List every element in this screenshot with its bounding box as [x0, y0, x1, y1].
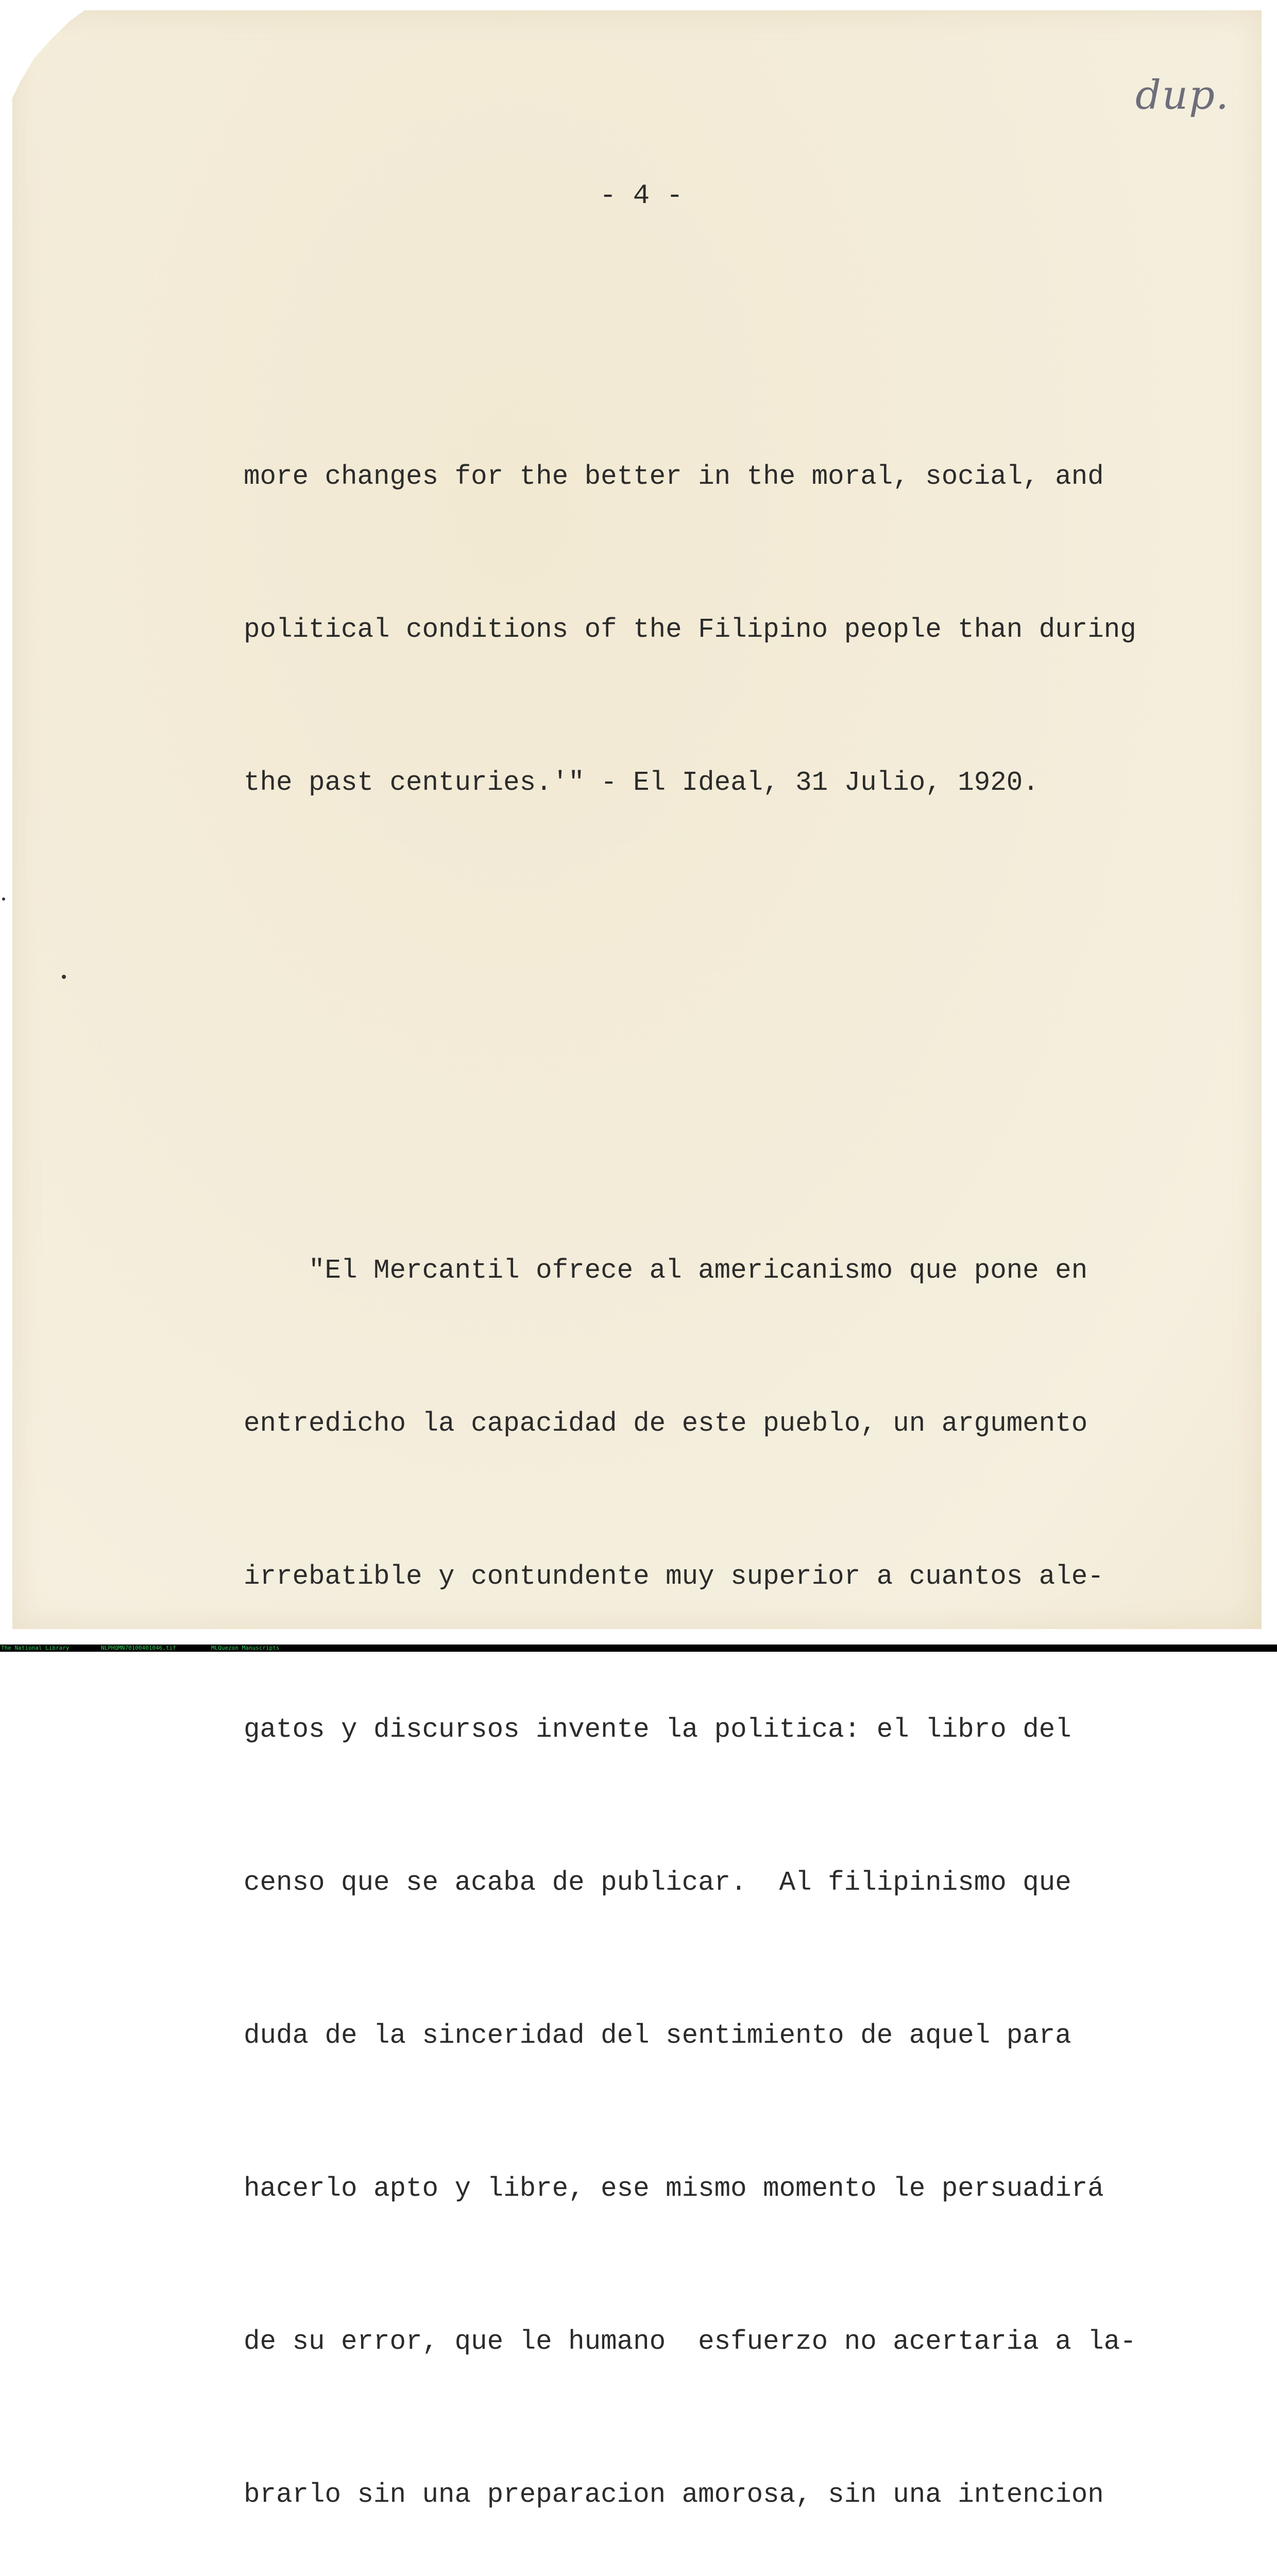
- page-number: - 4 -: [600, 180, 684, 212]
- text-line: "El Mercantil ofrece al americanismo que pone en: [244, 1255, 1088, 1286]
- paper-speck: [2, 897, 5, 901]
- typed-text: [244, 247, 1212, 2576]
- text-line: de su error, que le humano esfuerzo no acertaria a la-: [244, 2326, 1136, 2357]
- paragraph-2: [244, 1143, 1212, 2576]
- text-line: political conditions of the Filipino people than during: [244, 614, 1136, 645]
- text-line: entredicho la capacidad de este pueblo, un argumento: [244, 1408, 1088, 1439]
- paper-speck: [62, 975, 66, 979]
- text-line: duda de la sinceridad del sentimiento de aquel para: [244, 2020, 1071, 2051]
- text-line: hacerlo apto y libre, ese mismo momento le persuadirá: [244, 2173, 1104, 2204]
- text-line: irrebatible y contundente muy superior a cuantos ale-: [244, 1561, 1104, 1592]
- footer-library: The National Library: [1, 1645, 70, 1651]
- footer-collection: MLQuezon Manuscripts: [211, 1645, 280, 1651]
- scan-footer: [0, 1645, 1277, 1652]
- text-line: brarlo sin una preparacion amorosa, sin una intencion: [244, 2479, 1104, 2510]
- paragraph-1: [244, 349, 1212, 910]
- text-line: gatos y discursos invente la politica: el libro del: [244, 1714, 1071, 1745]
- handwritten-annotation: dup.: [1135, 72, 1230, 118]
- footer-file: NLPHQMN70100401046.tif: [101, 1645, 176, 1651]
- text-line: censo que se acaba de publicar. Al filipinismo que: [244, 1867, 1071, 1898]
- text-line: more changes for the better in the moral, social, and: [244, 461, 1104, 492]
- torn-corner: [12, 10, 84, 98]
- text-line: the past centuries.'" - El Ideal, 31 Julio, 1920.: [244, 767, 1039, 798]
